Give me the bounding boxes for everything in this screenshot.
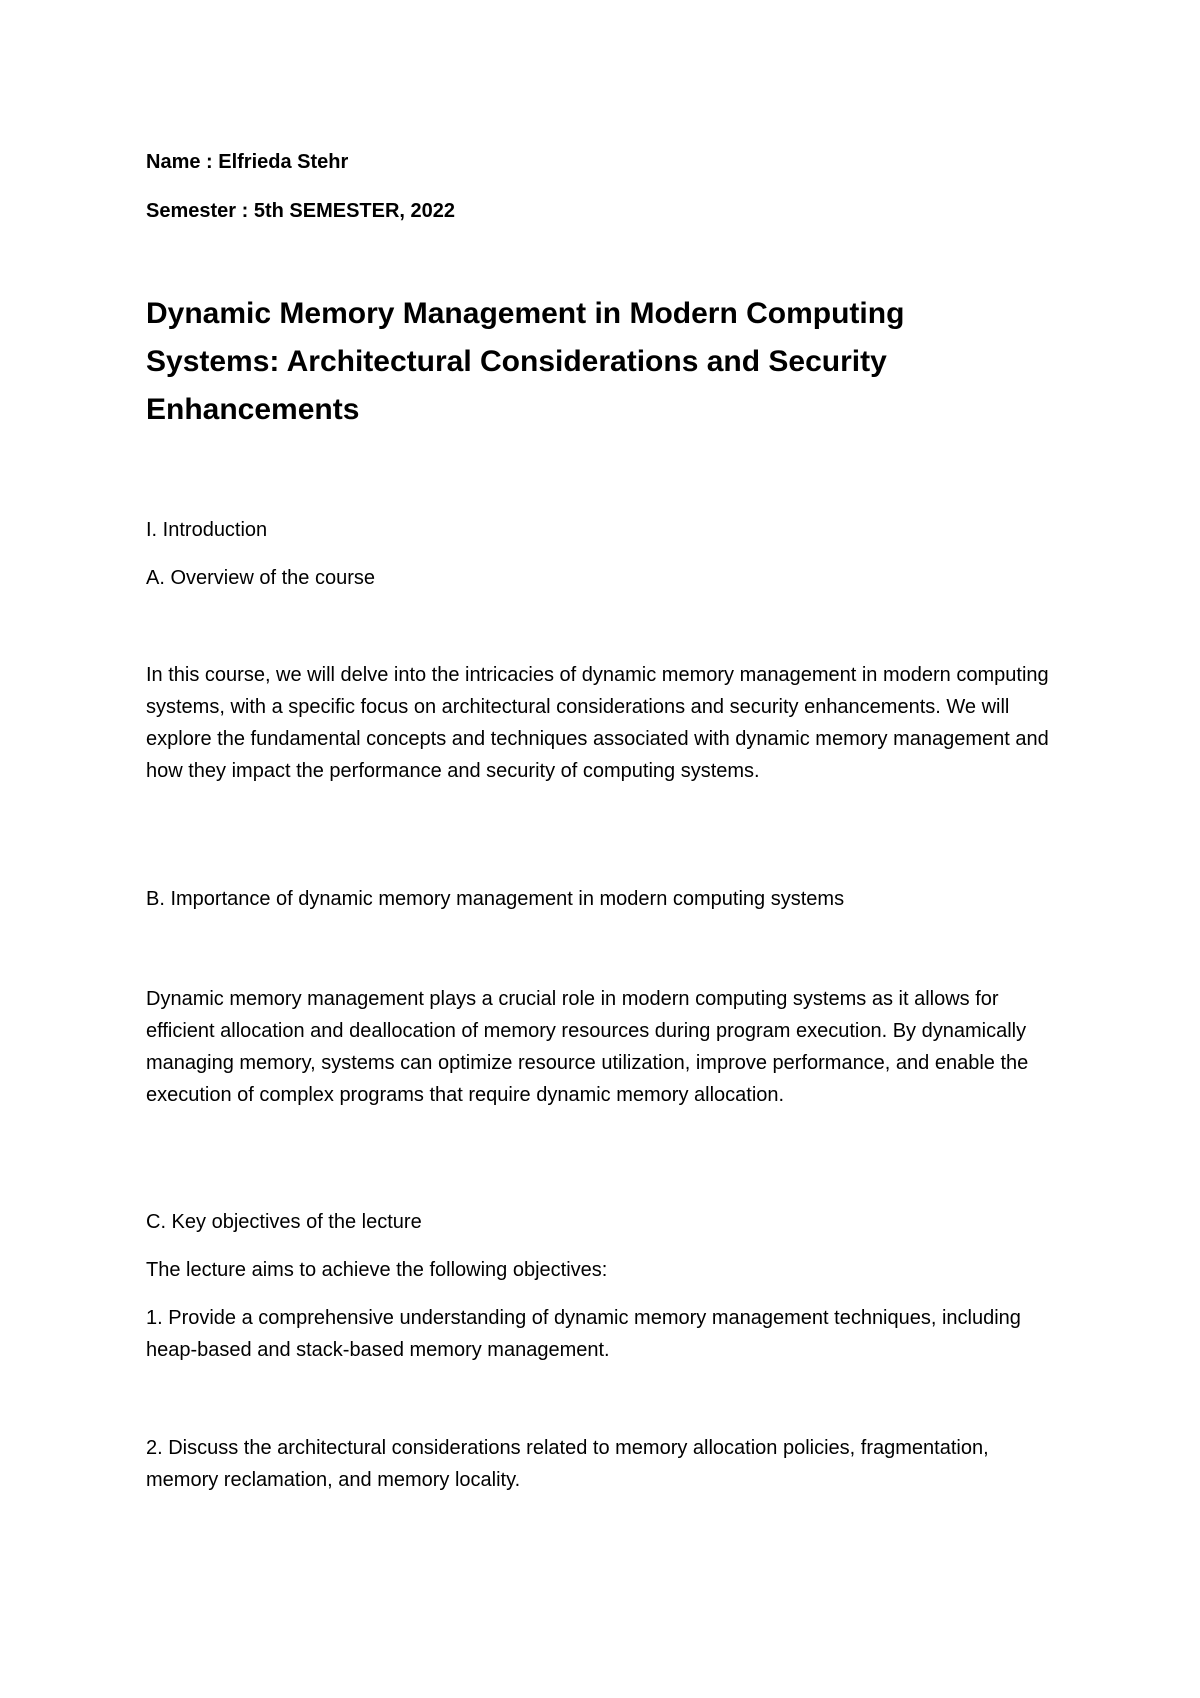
- subsection-heading-objectives: C. Key objectives of the lecture: [146, 1211, 422, 1233]
- objective-item-2: 2. Discuss the architectural considerations related to memory allocation policies, fragmentation, memory reclamation, and memory locality.: [146, 1437, 989, 1491]
- document-title-line-2: Systems: Architectural Considerations and Security: [146, 345, 887, 378]
- objectives-intro: The lecture aims to achieve the following objectives:: [146, 1259, 608, 1281]
- student-name: Name : Elfrieda Stehr: [146, 151, 349, 173]
- document-title-line-3: Enhancements: [146, 393, 360, 426]
- overview-paragraph: In this course, we will delve into the intricacies of dynamic memory management in modern computing systems, with a specific focus on architectural considerations and security enhancements. We will explore the fundamental concepts and techniques associated with dynamic memory management and how they impact the performance and security of computing systems.: [146, 664, 1049, 782]
- semester-info: Semester : 5th SEMESTER, 2022: [146, 200, 456, 222]
- importance-paragraph: Dynamic memory management plays a crucial role in modern computing systems as it allows for efficient allocation and deallocation of memory resources during program execution. By dynamically managing memory, systems can optimize resource utilization, improve performance, and enable the execution of complex programs that require dynamic memory allocation.: [146, 988, 1029, 1106]
- document-title-line-1: Dynamic Memory Management in Modern Computing: [146, 297, 905, 330]
- subsection-heading-overview: A. Overview of the course: [146, 567, 375, 589]
- section-heading-introduction: I. Introduction: [146, 519, 268, 541]
- subsection-heading-importance: B. Importance of dynamic memory management in modern computing systems: [146, 888, 845, 910]
- objective-item-1: 1. Provide a comprehensive understanding of dynamic memory management techniques, including heap-based and stack-based memory management.: [146, 1307, 1021, 1361]
